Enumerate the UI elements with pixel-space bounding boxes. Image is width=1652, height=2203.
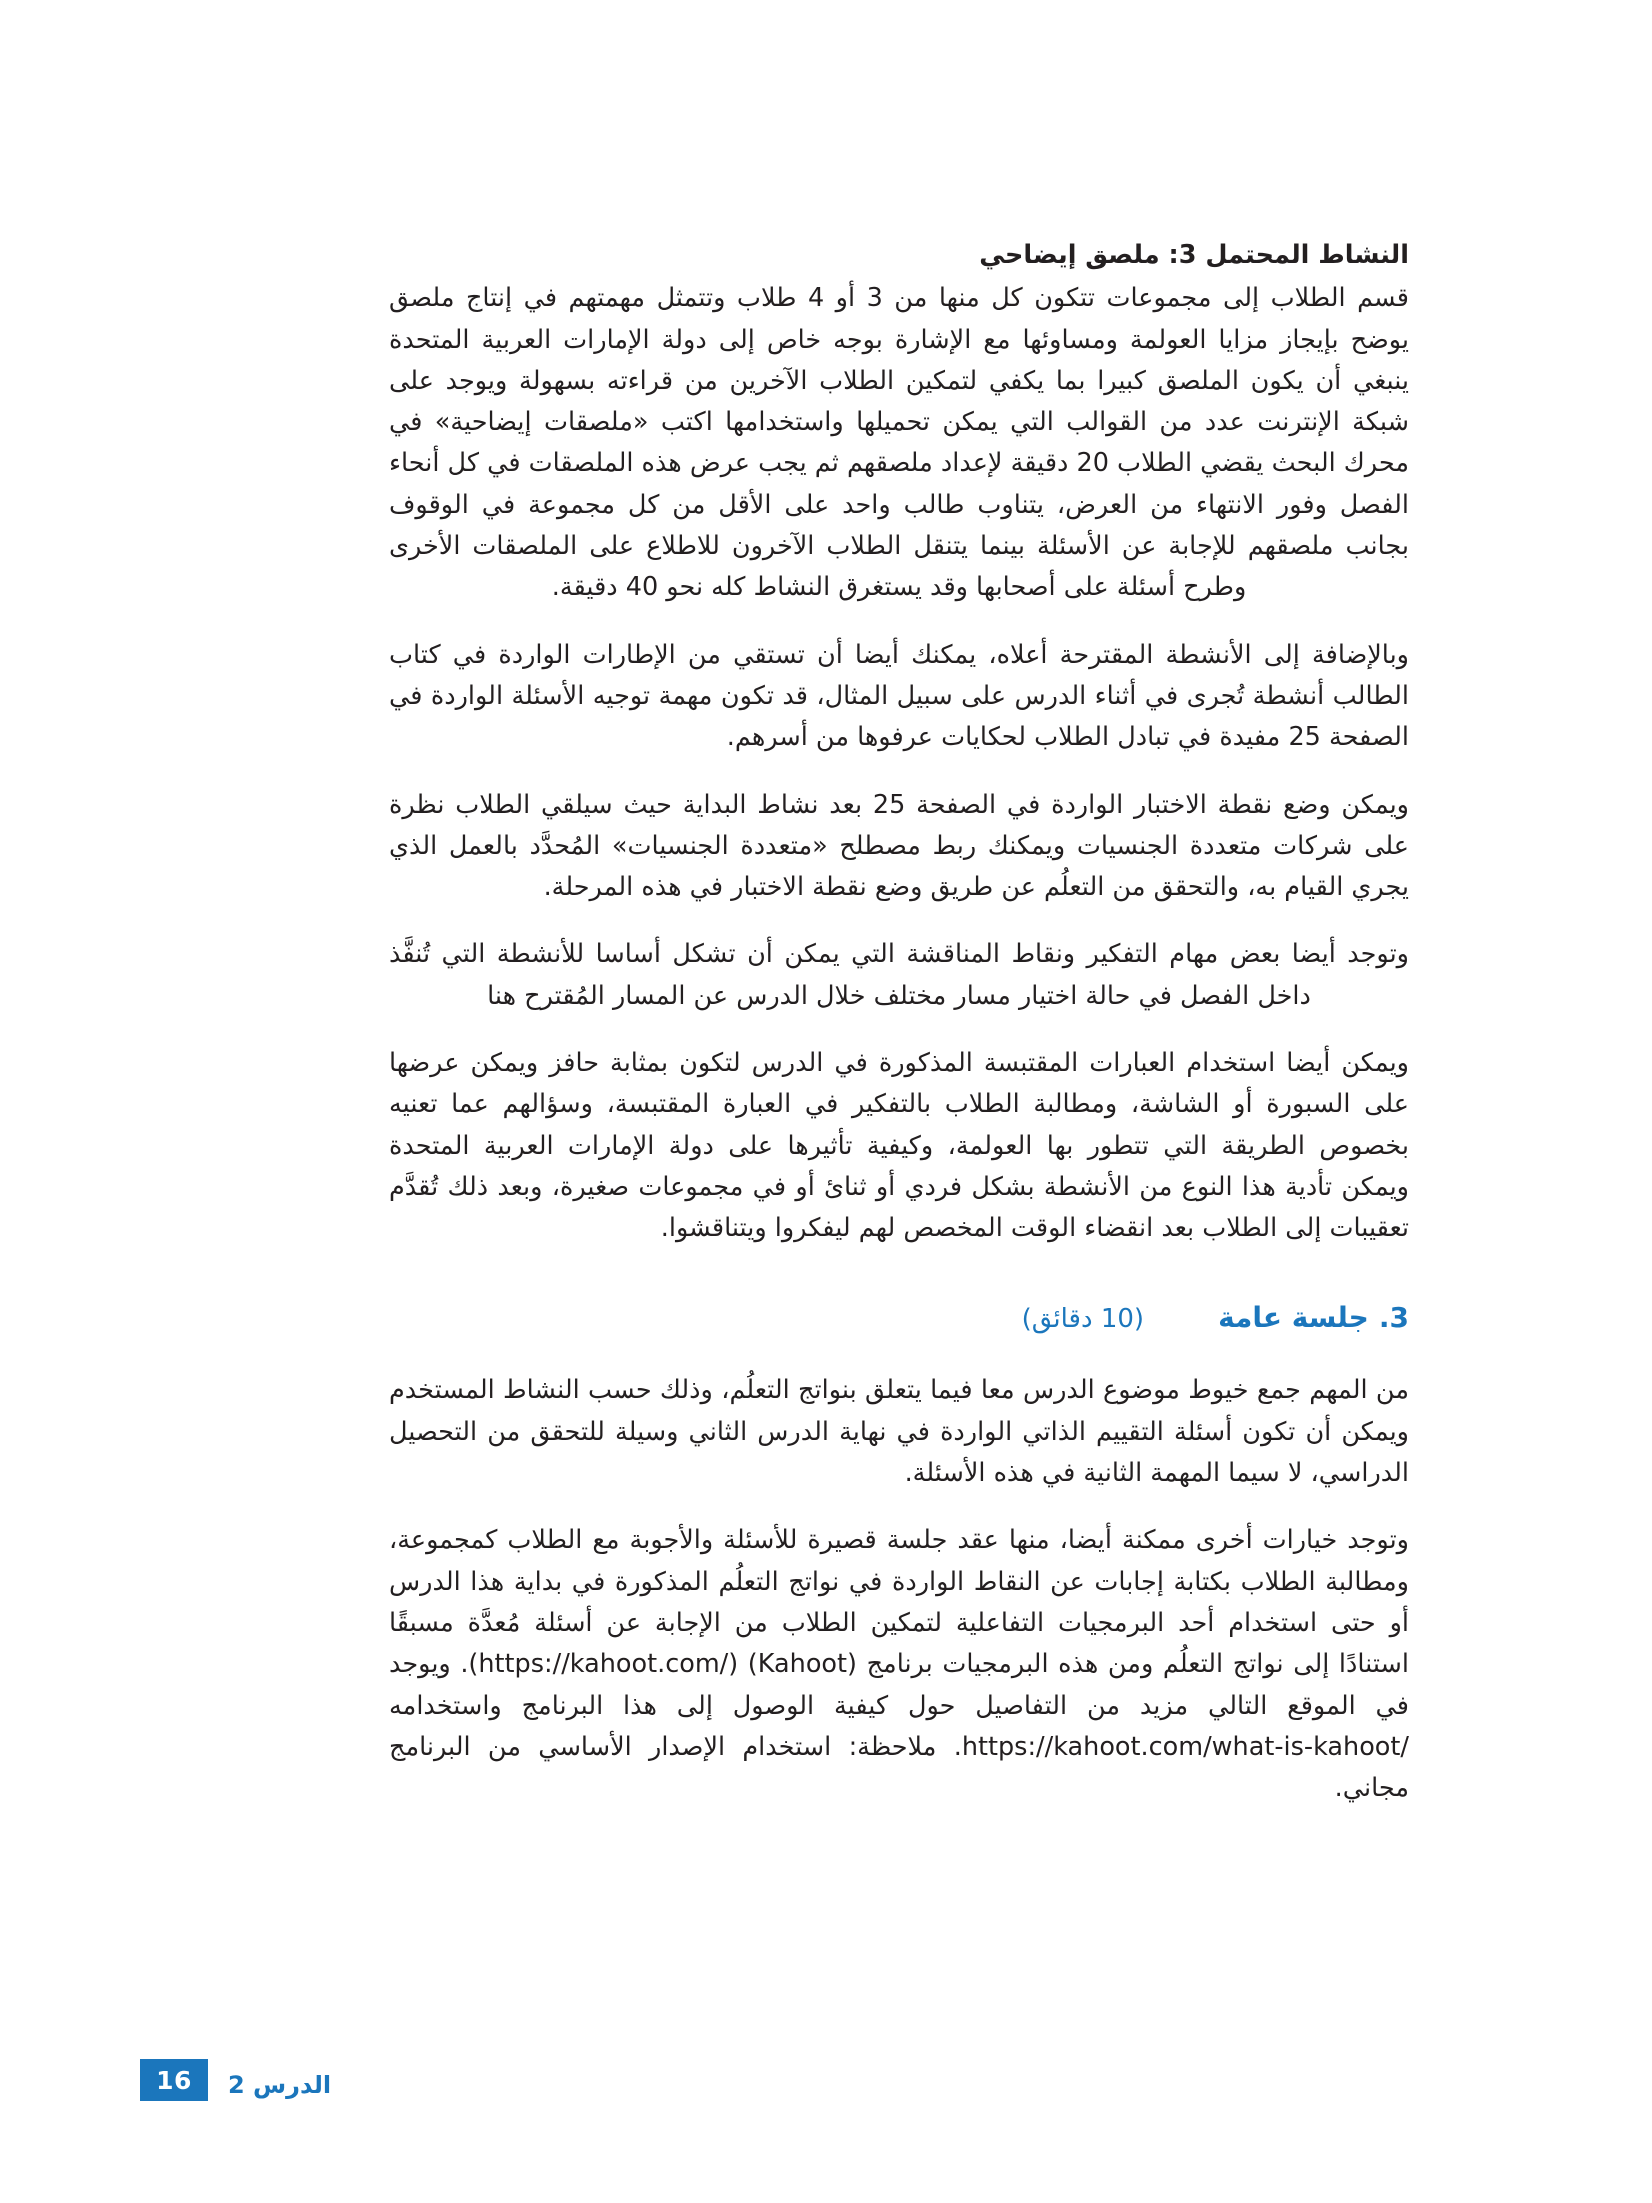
section-duration: (10 دقائق): [1021, 1304, 1145, 1335]
activity-heading: النشاط المحتمل 3: ملصق إيضاحي: [979, 240, 1409, 270]
paragraph-3: ويمكن وضع نقطة الاختبار الواردة في الصفحة 25 بعد نشاط البداية حيث سيلقي الطلاب نظرة على شركات متعددة الجنسيات ويمكنك ربط مصطلح «متعددة الجنسيات» المُحدَّد بالعمل الذي يجري القيام به، والتحقق من التعلُم عن طريق وضع نقطة الاختبار في هذه المرحلة.: [389, 789, 1409, 903]
page-number-badge: 16: [140, 2059, 208, 2101]
paragraph-1: قسم الطلاب إلى مجموعات تتكون كل منها من 3 أو 4 طلاب وتتمثل مهمتهم في إنتاج ملصق يوضح بإيجاز مزايا العولمة ومساوئها مع الإشارة بوجه خاص إلى دولة الإمارات العربية المتحدة ينبغي أن يكون الملصق كبيرا بما يكفي لتمكين الطلاب الآخرين من قراءته بسهولة ويوجد على شبكة الإنترنت عدد من القوالب التي يمكن تحميلها واستخدامها اكتب «ملصقات إيضاحية» في محرك البحث يقضي الطلاب 20 دقيقة لإعداد ملصقهم ثم يجب عرض هذه الملصقات في كل أنحاء الفصل وفور الانتهاء من العرض، يتناوب طالب واحد على الأقل من كل مجموعة في الوقوف بجانب ملصقهم للإجابة عن الأسئلة بينما يتنقل الطلاب الآخرون للاطلاع على الملصقات الأخرى وطرح أسئلة على أصحابها وقد يستغرق النشاط كله نحو 40 دقيقة.: [389, 283, 1409, 603]
section-paragraph-2: وتوجد خيارات أخرى ممكنة أيضا، منها عقد جلسة قصيرة للأسئلة والأجوبة مع الطلاب كمجموعة، ومطالبة الطلاب بكتابة إجابات عن النقاط الواردة في نواتج التعلُم المذكورة في بداية هذا الدرس أو حتى استخدام أحد البرمجيات التفاعلية لتمكين الطلاب من الإجابة عن أسئلة مُعدَّة مسبقًا استنادًا إلى نواتج التعلُم ومن هذه البرمجيات برنامج (Kahoot) (/https://kahoot.com). ويوجد في الموقع التالي مزيد من التفاصيل حول كيفية الوصول إلى هذا البرنامج واستخدامه /https://kahoot.com/what-is-kahoot. ملاحظة: استخدام الإصدار الأساسي من البرنامج مجاني.: [389, 1525, 1409, 1804]
paragraph-4: وتوجد أيضا بعض مهام التفكير ونقاط المناقشة التي يمكن أن تشكل أساسا للأنشطة التي تُنفَّذ داخل الفصل في حالة اختيار مسار مختلف خلال الدرس عن المسار المُقترح هنا: [389, 939, 1409, 1011]
section-heading: [389, 1301, 1409, 1334]
section-number: 3.: [1378, 1301, 1409, 1335]
page-footer: [0, 2053, 1652, 2203]
paragraph-5: ويمكن أيضا استخدام العبارات المقتبسة المذكورة في الدرس لتكون بمثابة حافز ويمكن عرضها على السبورة أو الشاشة، ومطالبة الطلاب بالتفكير في العبارة المقتبسة، وسؤالهم عما تعنيه بخصوص الطريقة التي تتطور بها العولمة، وكيفية تأثيرها على دولة الإمارات العربية المتحدة ويمكن تأدية هذا النوع من الأنشطة بشكل فردي أو ثنائ أو في مجموعات صغيرة، وبعد ذلك تُقدَّم تعقيبات إلى الطلاب بعد انقضاء الوقت المخصص لهم ليفكروا ويتناقشوا.: [389, 1048, 1409, 1244]
section-title: جلسة عامة: [1218, 1301, 1369, 1335]
page-content: [389, 236, 1409, 1835]
footer-lesson-label: الدرس 2: [228, 2071, 332, 2099]
section-paragraph-1: من المهم جمع خيوط موضوع الدرس معا فيما يتعلق بنواتج التعلُم، وذلك حسب النشاط المستخدم ويمكن أن تكون أسئلة التقييم الذاتي الواردة في نهاية الدرس الثاني وسيلة للتحقق من التحصيل الدراسي، لا سيما المهمة الثانية في هذه الأسئلة.: [389, 1375, 1409, 1489]
paragraph-2: وبالإضافة إلى الأنشطة المقترحة أعلاه، يمكنك أيضا أن تستقي من الإطارات الواردة في كتاب الطالب أنشطة تُجرى في أثناء الدرس على سبيل المثال، قد تكون مهمة توجيه الأسئلة الواردة في الصفحة 25 مفيدة في تبادل الطلاب لحكايات عرفوها من أسرهم.: [389, 639, 1409, 753]
